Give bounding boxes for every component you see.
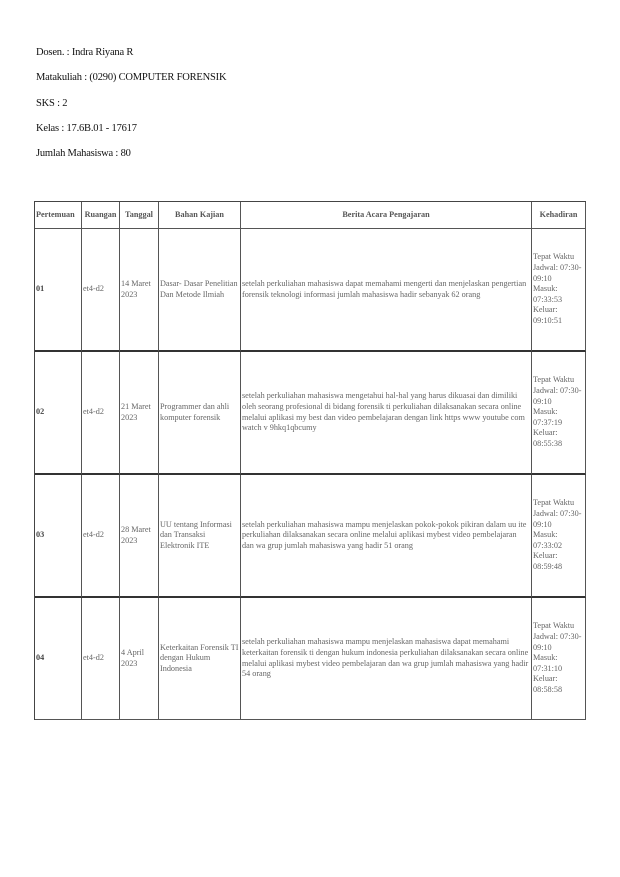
table-row [35, 475, 586, 598]
cell-berita-acara: setelah perkuliahan mahasiswa dapat memahami mengerti dan menjelaskan pengertian forensik teknologi informasi jumlah mahasiswa hadir sebanyak 62 orang [241, 229, 532, 352]
cell-berita-acara: setelah perkuliahan mahasiswa mampu menjelaskan mahasiswa dapat memahami keterkaitan forensik ti dengan hukum indonesia perkuliahan dilaksanakan secara online melalui aplikasi mybest video pembelajaran dan wa grup jumlah mahasiswa yang hadir 54 orang [241, 598, 532, 720]
kehadiran-status: Tepat Waktu [533, 252, 575, 262]
sks-line: SKS : 2 [36, 98, 68, 109]
col-header-tanggal: Tanggal [120, 202, 159, 229]
col-header-bahan-kajian: Bahan Kajian [159, 202, 241, 229]
table-row [35, 598, 586, 720]
kehadiran-status: Tepat Waktu [533, 621, 575, 631]
kehadiran-keluar: Keluar: 09:10:51 [533, 305, 563, 325]
col-header-kehadiran: Kehadiran [532, 202, 586, 229]
cell-bahan-kajian: Programmer dan ahli komputer forensik [159, 352, 241, 475]
cell-tanggal: 28 Maret 2023 [120, 475, 159, 598]
cell-kehadiran [532, 598, 586, 720]
kehadiran-status: Tepat Waktu [533, 498, 575, 508]
cell-tanggal: 21 Maret 2023 [120, 352, 159, 475]
kehadiran-jadwal: Jadwal: 07:30-09:10 [533, 263, 582, 283]
cell-ruangan: et4-d2 [82, 229, 120, 352]
cell-tanggal: 4 April 2023 [120, 598, 159, 720]
cell-pertemuan: 01 [35, 229, 82, 352]
attendance-table-wrapper [34, 201, 585, 720]
jumlah-mahasiswa-line: Jumlah Mahasiswa : 80 [36, 148, 131, 159]
kehadiran-keluar: Keluar: 08:55:38 [533, 428, 563, 448]
kehadiran-jadwal: Jadwal: 07:30-09:10 [533, 386, 582, 406]
attendance-table [34, 201, 586, 720]
kehadiran-status: Tepat Waktu [533, 375, 575, 385]
kehadiran-keluar: Keluar: 08:58:58 [533, 674, 563, 694]
cell-ruangan: et4-d2 [82, 475, 120, 598]
kehadiran-jadwal: Jadwal: 07:30-09:10 [533, 509, 582, 529]
cell-berita-acara: setelah perkuliahan mahasiswa mampu menjelaskan pokok-pokok pikiran dalam uu ite perkuliahan dilaksanakan secara online melalui aplikasi mybest video pembelajaran dan wa grup jumlah mahasiswa yang hadir 51 orang [241, 475, 532, 598]
kelas-line: Kelas : 17.6B.01 - 17617 [36, 123, 137, 134]
table-header-row [35, 202, 586, 229]
kehadiran-masuk: Masuk: 07:31:10 [533, 653, 563, 673]
cell-kehadiran [532, 475, 586, 598]
table-row [35, 229, 586, 352]
cell-pertemuan: 03 [35, 475, 82, 598]
col-header-berita-acara: Berita Acara Pengajaran [241, 202, 532, 229]
cell-bahan-kajian: UU tentang Informasi dan Transaksi Elektronik ITE [159, 475, 241, 598]
cell-kehadiran [532, 352, 586, 475]
cell-bahan-kajian: Keterkaitan Forensik TI dengan Hukum Indonesia [159, 598, 241, 720]
cell-kehadiran [532, 229, 586, 352]
kehadiran-masuk: Masuk: 07:37:19 [533, 407, 563, 427]
kehadiran-keluar: Keluar: 08:59:48 [533, 551, 563, 571]
col-header-ruangan: Ruangan [82, 202, 120, 229]
kehadiran-masuk: Masuk: 07:33:02 [533, 530, 563, 550]
dosen-line: Dosen. : Indra Riyana R [36, 47, 134, 58]
cell-pertemuan: 02 [35, 352, 82, 475]
kehadiran-jadwal: Jadwal: 07:30-09:10 [533, 632, 582, 652]
cell-ruangan: et4-d2 [82, 352, 120, 475]
cell-berita-acara: setelah perkuliahan mahasiswa mengetahui hal-hal yang harus dikuasai dan dimiliki oleh seorang profesional di bidang forensik ti perkuliahan dilaksanakan secara online melalui aplikasi my best dan video pembelajaran dengan link https www youtube com watch v 9hkq1qbcumy [241, 352, 532, 475]
cell-bahan-kajian: Dasar- Dasar Penelitian Dan Metode Ilmiah [159, 229, 241, 352]
cell-pertemuan: 04 [35, 598, 82, 720]
table-row [35, 352, 586, 475]
col-header-pertemuan: Pertemuan [35, 202, 82, 229]
cell-tanggal: 14 Maret 2023 [120, 229, 159, 352]
cell-ruangan: et4-d2 [82, 598, 120, 720]
matakuliah-line: Matakuliah : (0290) COMPUTER FORENSIK [36, 72, 227, 83]
kehadiran-masuk: Masuk: 07:33:53 [533, 284, 563, 304]
